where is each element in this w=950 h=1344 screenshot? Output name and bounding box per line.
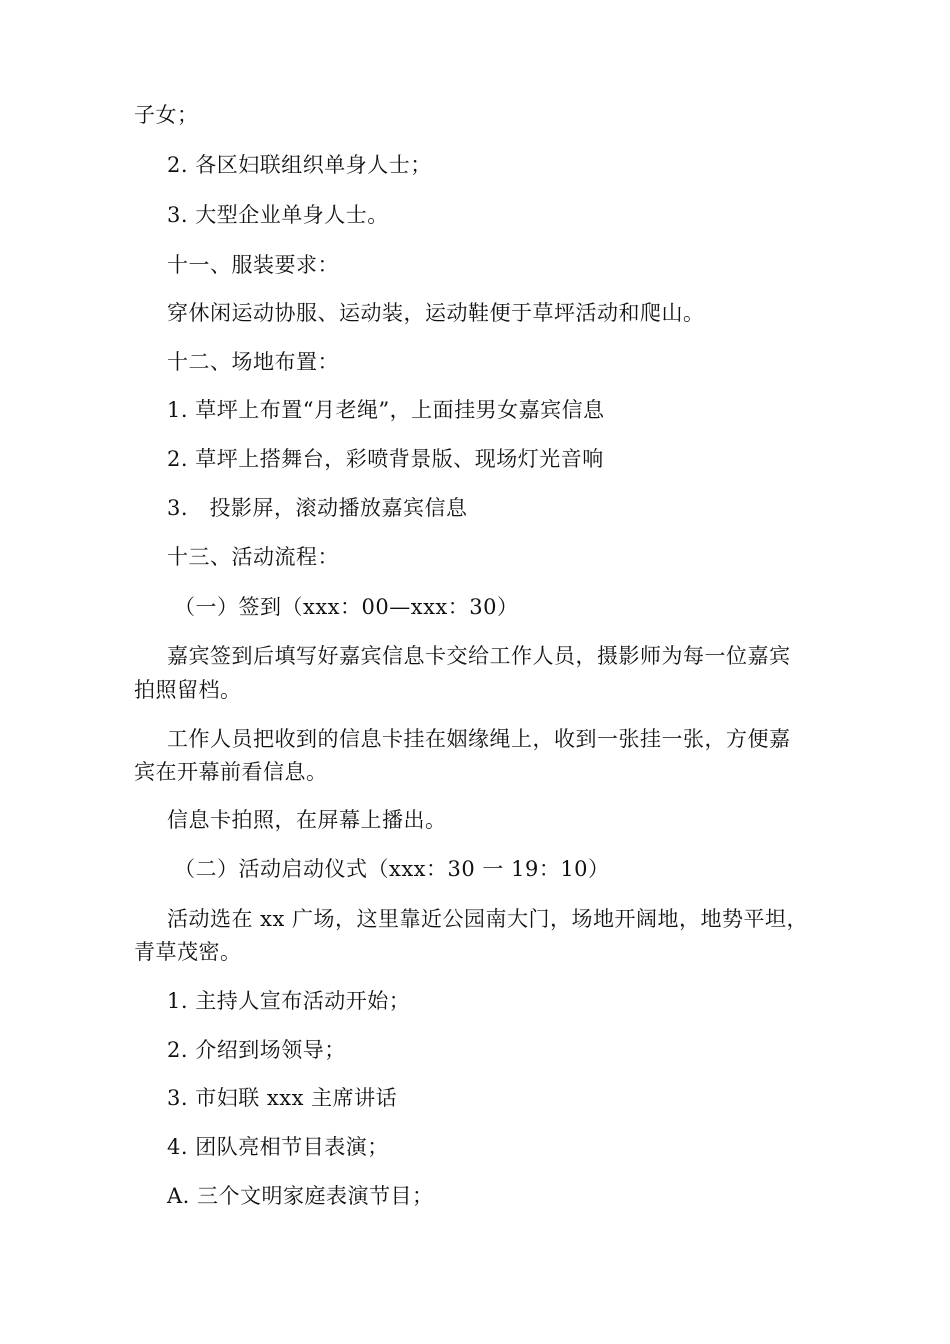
section-heading: 十一、服装要求： (167, 253, 339, 277)
list-item: 1. 草坪上布置“月老绳”，上面挂男女嘉宾信息 (167, 398, 605, 422)
text-line: 嘉宾签到后填写好嘉宾信息卡交给工作人员，摄影师为每一位嘉宾 (167, 644, 791, 668)
list-item: 1. 主持人宣布活动开始； (167, 989, 411, 1013)
list-item: 3. 大型企业单身人士。 (167, 203, 389, 227)
list-item: 4. 团队亮相节目表演； (167, 1135, 389, 1159)
subsection-heading: （一）签到（xxx：00—xxx：30） (174, 595, 519, 619)
list-item: 2. 介绍到场领导； (167, 1038, 346, 1062)
list-item: 2. 各区妇联组织单身人士； (167, 153, 432, 177)
text-line: 信息卡拍照，在屏幕上播出。 (167, 808, 447, 832)
text-line: 拍照留档。 (134, 678, 242, 702)
list-item: 3. 市妇联 xxx 主席讲话 (167, 1086, 398, 1110)
list-item: 3. 投影屏，滚动播放嘉宾信息 (167, 496, 468, 520)
subsection-heading: （二）活动启动仪式（xxx：30 一 19：10） (174, 857, 610, 881)
list-item: 2. 草坪上搭舞台，彩喷背景版、现场灯光音响 (167, 447, 604, 471)
text-line: 宾在开幕前看信息。 (134, 760, 328, 784)
list-item: A. 三个文明家庭表演节目； (167, 1184, 434, 1208)
text-line: 青草茂密。 (134, 940, 242, 964)
text-line: 子女； (134, 103, 199, 127)
text-line: 活动选在 xx 广场，这里靠近公园南大门，场地开阔地，地势平坦， (167, 907, 809, 931)
text-line: 穿休闲运动协服、运动装，运动鞋便于草坪活动和爬山。 (167, 301, 705, 325)
text-line: 工作人员把收到的信息卡挂在姻缘绳上，收到一张挂一张，方便嘉 (167, 727, 791, 751)
section-heading: 十三、活动流程： (167, 545, 339, 569)
section-heading: 十二、场地布置： (167, 350, 339, 374)
